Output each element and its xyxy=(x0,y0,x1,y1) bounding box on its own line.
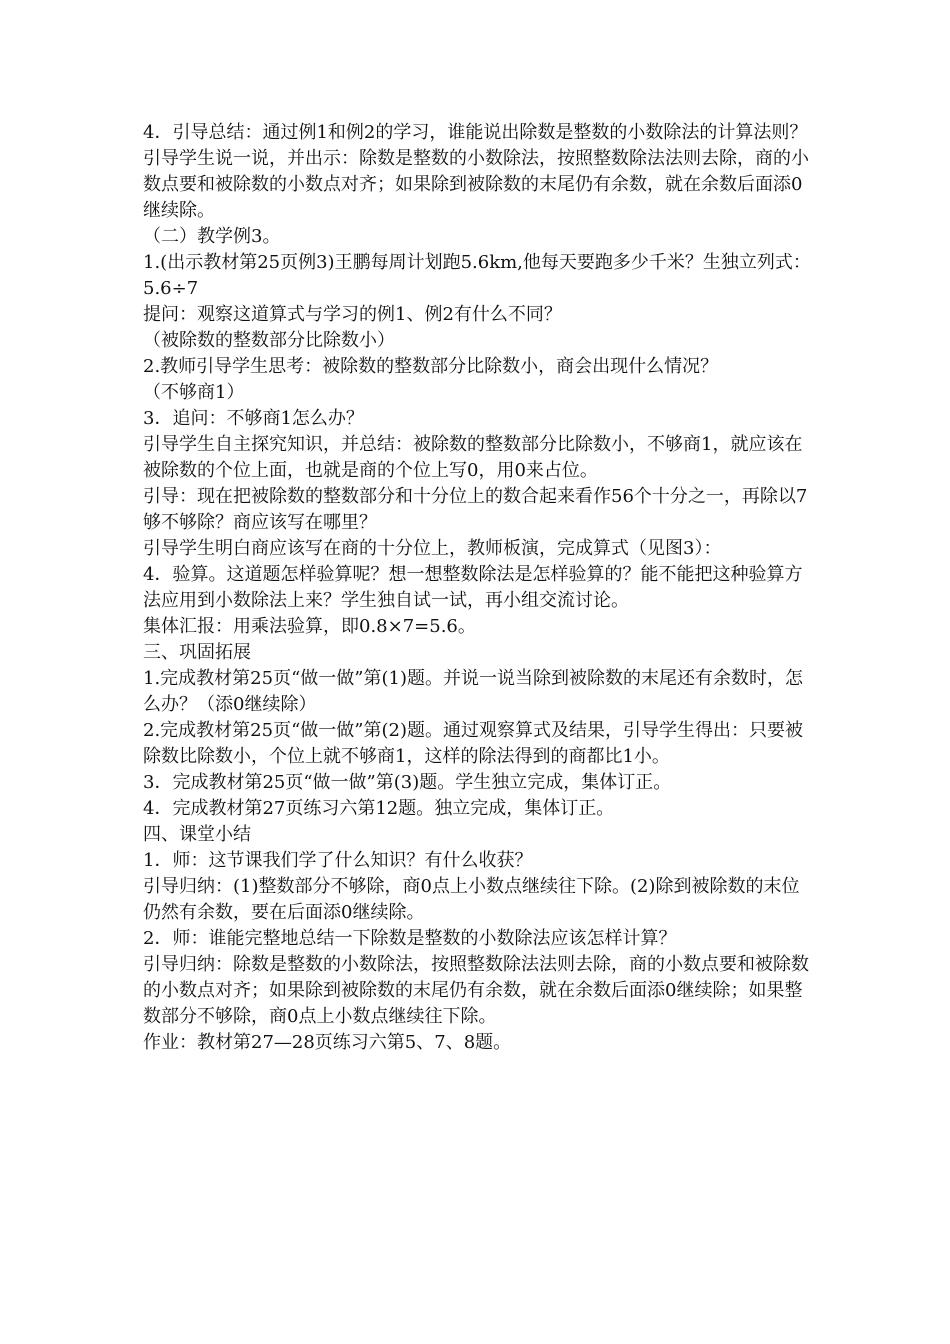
paragraph: 引导学生说一说，并出示：除数是整数的小数除法，按照整数除法法则去除，商的小数点要和被除数的小数点对齐；如果除到被除数的末尾仍有余数，就在余数后面添0继续除。 xyxy=(143,148,809,221)
paragraph: 4．完成教材第27页练习六第12题。独立完成，集体订正。 xyxy=(143,798,615,819)
paragraph: 引导归纳：(1)整数部分不够除，商0点上小数点继续往下除。(2)除到被除数的末位仍然有余数，要在后面添0继续除。 xyxy=(143,876,800,923)
paragraph: 引导：现在把被除数的整数部分和十分位上的数合起来看作56个十分之一，再除以7够不够除？商应该写在哪里？ xyxy=(143,486,808,533)
paragraph: 引导归纳：除数是整数的小数除法，按照整数除法法则去除，商的小数点要和被除数的小数点对齐；如果除到被除数的末尾仍有余数，就在余数后面添0继续除；如果整数部分不够除，商0点上小数点继续往下除。 xyxy=(143,954,809,1027)
paragraph: 3．追问：不够商1怎么办？ xyxy=(143,408,364,429)
document-page xyxy=(143,120,815,1056)
section-heading: 三、巩固拓展 xyxy=(143,642,251,663)
paragraph: 1．师：这节课我们学了什么知识？有什么收获？ xyxy=(143,850,533,871)
paragraph: 引导学生自主探究知识，并总结：被除数的整数部分比除数小，不够商1，就应该在被除数的个位上面，也就是商的个位上写0，用0来占位。 xyxy=(143,434,803,481)
section-heading: 四、课堂小结 xyxy=(143,824,251,845)
paragraph: 提问：观察这道算式与学习的例1、例2有什么不同？ xyxy=(143,304,562,325)
paragraph: 4．引导总结：通过例1和例2的学习，谁能说出除数是整数的小数除法的计算法则？ xyxy=(143,122,808,143)
paragraph: 集体汇报：用乘法验算，即0.8×7=5.6。 xyxy=(143,616,476,637)
paragraph: （被除数的整数部分比除数小） xyxy=(143,330,395,351)
paragraph: 3．完成教材第25页“做一做”第(3)题。学生独立完成，集体订正。 xyxy=(143,772,672,793)
paragraph: 2.教师引导学生思考：被除数的整数部分比除数小，商会出现什么情况？ xyxy=(143,356,719,377)
paragraph: 4．验算。这道题怎样验算呢？想一想整数除法是怎样验算的？能不能把这种验算方法应用到小数除法上来？学生独自试一试，再小组交流讨论。 xyxy=(143,564,803,611)
paragraph: （不够商1） xyxy=(143,382,245,403)
paragraph: 1.(出示教材第25页例3)王鹏每周计划跑5.6km,他每天要跑多少千米？生独立列式：5.6÷7 xyxy=(143,252,811,299)
paragraph: 1.完成教材第25页“做一做”第(1)题。并说一说当除到被除数的末尾还有余数时，怎么办？（添0继续除） xyxy=(143,668,803,715)
paragraph: 引导学生明白商应该写在商的十分位上，教师板演，完成算式（见图3）： xyxy=(143,538,722,559)
section-heading: （二）教学例3。 xyxy=(143,226,281,247)
paragraph: 2.完成教材第25页“做一做”第(2)题。通过观察算式及结果，引导学生得出：只要被除数比除数小，个位上就不够商1，这样的除法得到的商都比1小。 xyxy=(143,720,803,767)
paragraph: 2．师：谁能完整地总结一下除数是整数的小数除法应该怎样计算？ xyxy=(143,928,677,949)
paragraph: 作业：教材第27—28页练习六第5、7、8题。 xyxy=(143,1032,512,1053)
